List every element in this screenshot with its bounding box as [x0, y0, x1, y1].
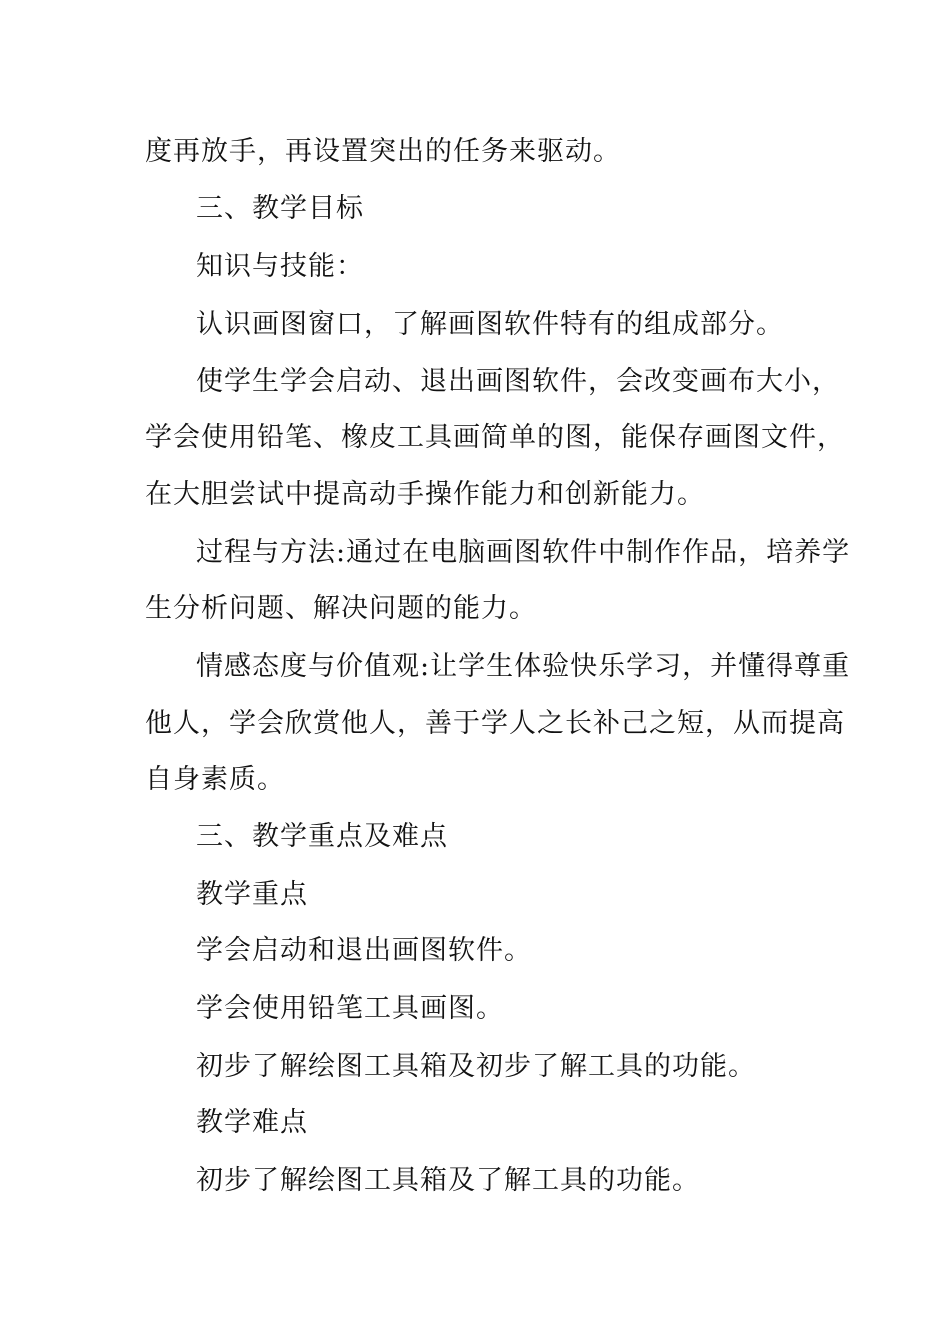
text-line: 自身素质。: [145, 764, 285, 795]
text-line: 学会使用铅笔工具画图。: [196, 993, 504, 1024]
text-line: 初步了解绘图工具箱及初步了解工具的功能。: [196, 1051, 756, 1082]
text-line: 学会使用铅笔、橡皮工具画简单的图，能保存画图文件，: [145, 422, 845, 453]
text-line: 使学生学会启动、退出画图软件，会改变画布大小，: [196, 366, 840, 397]
subheading: 教学难点: [196, 1107, 308, 1138]
subheading: 知识与技能：: [196, 251, 364, 282]
text-line: 他人，学会欣赏他人，善于学人之长补己之短，从而提高: [145, 708, 845, 739]
subheading: 教学重点: [196, 879, 308, 910]
section-heading: 三、教学目标: [196, 193, 364, 224]
text-line: 过程与方法:通过在电脑画图软件中制作作品，培养学: [196, 537, 851, 568]
text-line: 学会启动和退出画图软件。: [196, 935, 532, 966]
text-line: 度再放手，再设置突出的任务来驱动。: [145, 136, 621, 167]
text-line: 初步了解绘图工具箱及了解工具的功能。: [196, 1165, 700, 1196]
text-line: 生分析问题、解决问题的能力。: [145, 593, 537, 624]
section-heading: 三、教学重点及难点: [196, 821, 448, 852]
text-line: 情感态度与价值观:让学生体验快乐学习，并懂得尊重: [196, 651, 851, 682]
text-line: 在大胆尝试中提高动手操作能力和创新能力。: [145, 479, 705, 510]
text-line: 认识画图窗口，了解画图软件特有的组成部分。: [196, 309, 784, 340]
